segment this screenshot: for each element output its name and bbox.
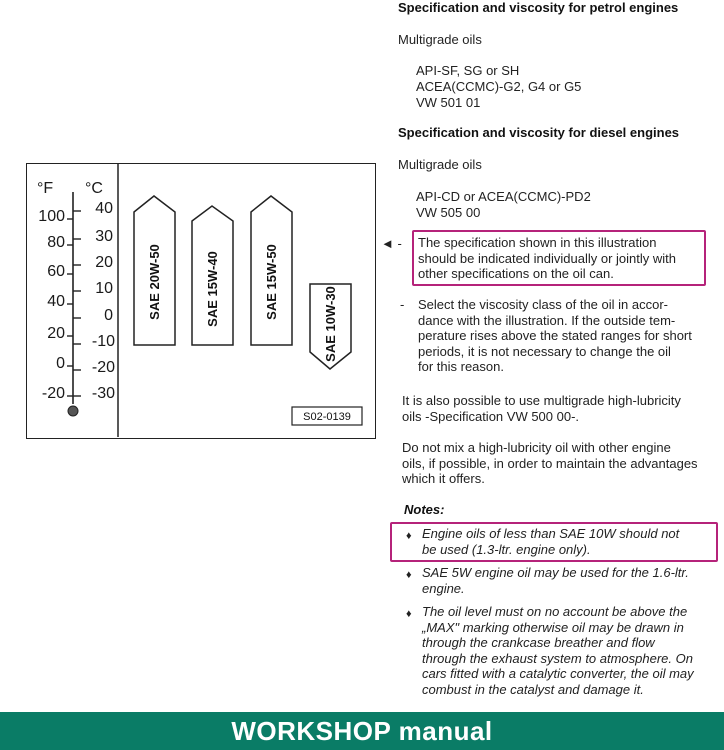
fahrenheit-unit: °F (37, 180, 54, 197)
note-line: SAE 5W engine oil may be used for the 1.6-ltr. (422, 565, 689, 580)
figure-code: S02-0139 (303, 411, 351, 423)
no-mix-paragraph (402, 440, 707, 487)
arrow-marker: ◄ - (381, 236, 402, 251)
diesel-spec-1: API-CD or ACEA(CCMC)-PD2 (416, 189, 591, 204)
dash-marker: - (400, 297, 405, 312)
celsius-label: 30 (95, 228, 113, 245)
diesel-heading: Specification and viscosity for diesel engines (398, 125, 680, 140)
fahrenheit-ticks (67, 219, 73, 396)
viscosity-note-line: periods, it is not necessary to change the oil (418, 343, 671, 359)
bullet-icon: ♦ (406, 530, 412, 542)
fahrenheit-label: 40 (47, 293, 65, 310)
viscosity-note (418, 297, 703, 375)
note-line: Engine oils of less than SAE 10W should not (422, 526, 680, 541)
viscosity-note-line: perature rises above the stated ranges for short (418, 328, 692, 343)
celsius-label: -10 (91, 333, 115, 350)
petrol-spec-1: API-SF, SG or SH (416, 63, 520, 78)
paragraph-line: which it offers. (402, 471, 485, 486)
note-line: cars fitted with a catalytic converter, the oil may (422, 666, 694, 681)
footer-title: WORKSHOP manual (231, 716, 493, 746)
note-line: engine. (422, 580, 465, 596)
note-line: combust in the catalyst and damage it. (422, 681, 644, 697)
celsius-label: 0 (104, 307, 113, 324)
fahrenheit-label: 100 (38, 208, 65, 225)
note-item-1 (422, 526, 707, 557)
celsius-label: -30 (91, 385, 115, 402)
petrol-heading: Specification and viscosity for petrol engines (398, 0, 679, 15)
grade-label-10w30: SAE 10W-30 (323, 286, 338, 362)
celsius-label: 40 (95, 200, 113, 217)
viscosity-note-line: Select the viscosity class of the oil in accor- (418, 297, 668, 312)
grade-label-20w50: SAE 20W-50 (147, 244, 162, 320)
celsius-label: 20 (95, 254, 113, 271)
note-line: through the exhaust system to atmosphere. On (422, 650, 693, 666)
fahrenheit-label: 80 (47, 234, 65, 251)
notes-heading: Notes: (404, 502, 445, 517)
grade-label-15w50: SAE 15W-50 (264, 244, 279, 320)
note-item-2 (422, 565, 707, 596)
footer-banner (0, 712, 724, 750)
bullet-icon: ♦ (406, 569, 412, 581)
celsius-label: -20 (91, 359, 115, 376)
bullet-icon: ♦ (406, 608, 412, 620)
highlight-note-line: The specification shown in this illustration (418, 235, 657, 250)
fahrenheit-label: -20 (41, 385, 65, 402)
highlight-note-line: should be indicated individually or jointly with (418, 250, 676, 266)
petrol-subheading: Multigrade oils (398, 32, 482, 47)
paragraph-line: oils, if possible, in order to maintain the advantages (402, 455, 698, 471)
thermometer-bulb-icon (68, 406, 78, 416)
viscosity-diagram-svg (27, 164, 374, 437)
grade-label-15w40: SAE 15W-40 (205, 251, 220, 327)
paragraph-line: Do not mix a high-lubricity oil with other engine (402, 440, 671, 455)
note-line: be used (1.3-ltr. engine only). (422, 541, 591, 557)
celsius-label: 10 (95, 280, 113, 297)
celsius-unit: °C (85, 180, 103, 197)
high-lubricity-paragraph (402, 393, 702, 424)
viscosity-note-line: dance with the illustration. If the outside tem- (418, 312, 676, 328)
highlight-note (418, 235, 698, 282)
fahrenheit-label: 60 (47, 263, 65, 280)
petrol-spec-2: ACEA(CCMC)-G2, G4 or G5 (416, 79, 582, 94)
fahrenheit-label: 20 (47, 325, 65, 342)
note-line: through the crankcase breather and flow (422, 635, 655, 650)
fahrenheit-label: 0 (56, 355, 65, 372)
note-line: „MAX" marking otherwise oil may be drawn in (422, 619, 684, 635)
paragraph-line: oils -Specification VW 500 00-. (402, 408, 580, 424)
highlight-note-line: other specifications on the oil can. (418, 266, 614, 281)
paragraph-line: It is also possible to use multigrade high-lubricity (402, 393, 681, 408)
celsius-ticks (73, 211, 81, 396)
note-line: The oil level must on no account be above the (422, 604, 688, 619)
viscosity-note-line: for this reason. (418, 359, 504, 374)
diesel-subheading: Multigrade oils (398, 157, 482, 172)
petrol-spec-3: VW 501 01 (416, 95, 481, 110)
diesel-spec-2: VW 505 00 (416, 205, 481, 220)
note-item-3 (422, 604, 707, 697)
viscosity-diagram (26, 163, 376, 439)
